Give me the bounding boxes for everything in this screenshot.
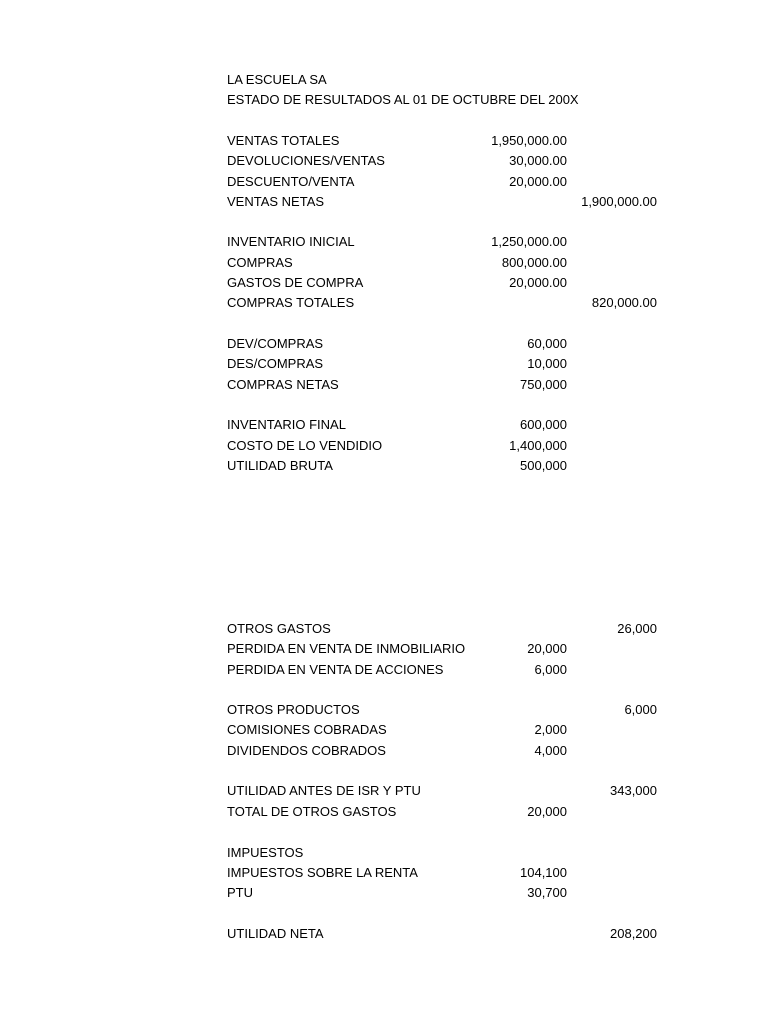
row-descuento-venta xyxy=(0,172,768,192)
row-label: PERDIDA EN VENTA DE INMOBILIARIO xyxy=(227,641,466,656)
row-isr xyxy=(0,863,768,883)
row-amount: 20,000 xyxy=(527,641,567,656)
row-amount: 2,000 xyxy=(534,722,567,737)
row-amount: 60,000 xyxy=(527,336,567,351)
row-label: INVENTARIO FINAL xyxy=(227,417,346,432)
row-label: UTILIDAD NETA xyxy=(227,926,324,941)
row-comisiones-cobradas xyxy=(0,720,768,740)
row-label: COMISIONES COBRADAS xyxy=(227,722,387,737)
row-perdida-acciones xyxy=(0,660,768,680)
row-impuestos xyxy=(0,843,768,863)
row-label: IMPUESTOS SOBRE LA RENTA xyxy=(227,865,418,880)
row-gastos-compra xyxy=(0,273,768,293)
row-compras xyxy=(0,253,768,273)
row-amount: 104,100 xyxy=(520,865,567,880)
row-label: COMPRAS NETAS xyxy=(227,377,339,392)
row-total: 343,000 xyxy=(610,783,657,798)
row-label: UTILIDAD ANTES DE ISR Y PTU xyxy=(227,783,421,798)
company-name: LA ESCUELA SA xyxy=(227,72,327,87)
row-label: PERDIDA EN VENTA DE ACCIONES xyxy=(227,662,444,677)
row-label: DEVOLUCIONES/VENTAS xyxy=(227,153,385,168)
row-amount: 4,000 xyxy=(534,743,567,758)
row-dev-compras xyxy=(0,334,768,354)
row-label: DES/COMPRAS xyxy=(227,356,324,371)
row-label: DIVIDENDOS COBRADOS xyxy=(227,743,386,758)
row-label: VENTAS NETAS xyxy=(227,194,325,209)
row-amount: 20,000.00 xyxy=(509,275,567,290)
row-ptu xyxy=(0,883,768,903)
row-label: OTROS GASTOS xyxy=(227,621,331,636)
row-perdida-inmobiliario xyxy=(0,639,768,659)
row-label: DESCUENTO/VENTA xyxy=(227,174,355,189)
row-label: DEV/COMPRAS xyxy=(227,336,324,351)
row-utilidad-neta xyxy=(0,924,768,944)
row-label: VENTAS TOTALES xyxy=(227,133,340,148)
row-amount: 20,000.00 xyxy=(509,174,567,189)
row-label: UTILIDAD BRUTA xyxy=(227,458,333,473)
row-amount: 600,000 xyxy=(520,417,567,432)
row-inventario-final xyxy=(0,415,768,435)
row-label: INVENTARIO INICIAL xyxy=(227,234,355,249)
company-name-row xyxy=(0,70,768,90)
row-dividendos-cobrados xyxy=(0,741,768,761)
statement-title: ESTADO DE RESULTADOS AL 01 DE OCTUBRE DEL 200X xyxy=(227,92,579,107)
row-total: 1,900,000.00 xyxy=(581,194,657,209)
row-total: 820,000.00 xyxy=(591,295,657,310)
row-label: COSTO DE LO VENDIDIO xyxy=(227,438,383,453)
row-amount: 1,950,000.00 xyxy=(491,133,567,148)
row-amount: 10,000 xyxy=(527,356,567,371)
row-label: IMPUESTOS xyxy=(227,845,304,860)
row-compras-totales xyxy=(0,293,768,313)
row-total: 208,200 xyxy=(610,926,657,941)
row-utilidad-antes-isr xyxy=(0,781,768,801)
row-des-compras xyxy=(0,354,768,374)
row-label: OTROS PRODUCTOS xyxy=(227,702,360,717)
row-total-otros-gastos xyxy=(0,802,768,822)
row-otros-gastos xyxy=(0,619,768,639)
row-amount: 500,000 xyxy=(520,458,567,473)
row-amount: 750,000 xyxy=(520,377,567,392)
row-amount: 30,000.00 xyxy=(509,153,567,168)
row-label: GASTOS DE COMPRA xyxy=(227,275,364,290)
row-compras-netas xyxy=(0,375,768,395)
row-ventas-totales xyxy=(0,131,768,151)
row-amount: 1,250,000.00 xyxy=(491,234,567,249)
row-label: COMPRAS TOTALES xyxy=(227,295,355,310)
row-label: PTU xyxy=(227,885,253,900)
statement-title-row xyxy=(0,90,768,110)
row-amount: 30,700 xyxy=(527,885,567,900)
row-amount: 800,000.00 xyxy=(501,255,567,270)
row-amount: 6,000 xyxy=(534,662,567,677)
row-label: COMPRAS xyxy=(227,255,293,270)
row-utilidad-bruta xyxy=(0,456,768,476)
row-costo-vendido xyxy=(0,436,768,456)
row-label: TOTAL DE OTROS GASTOS xyxy=(227,804,397,819)
row-otros-productos xyxy=(0,700,768,720)
row-total: 6,000 xyxy=(624,702,657,717)
row-amount: 1,400,000 xyxy=(509,438,567,453)
row-amount: 20,000 xyxy=(527,804,567,819)
row-devoluciones-ventas xyxy=(0,151,768,171)
row-total: 26,000 xyxy=(617,621,657,636)
row-ventas-netas xyxy=(0,192,768,212)
row-inventario-inicial xyxy=(0,232,768,252)
